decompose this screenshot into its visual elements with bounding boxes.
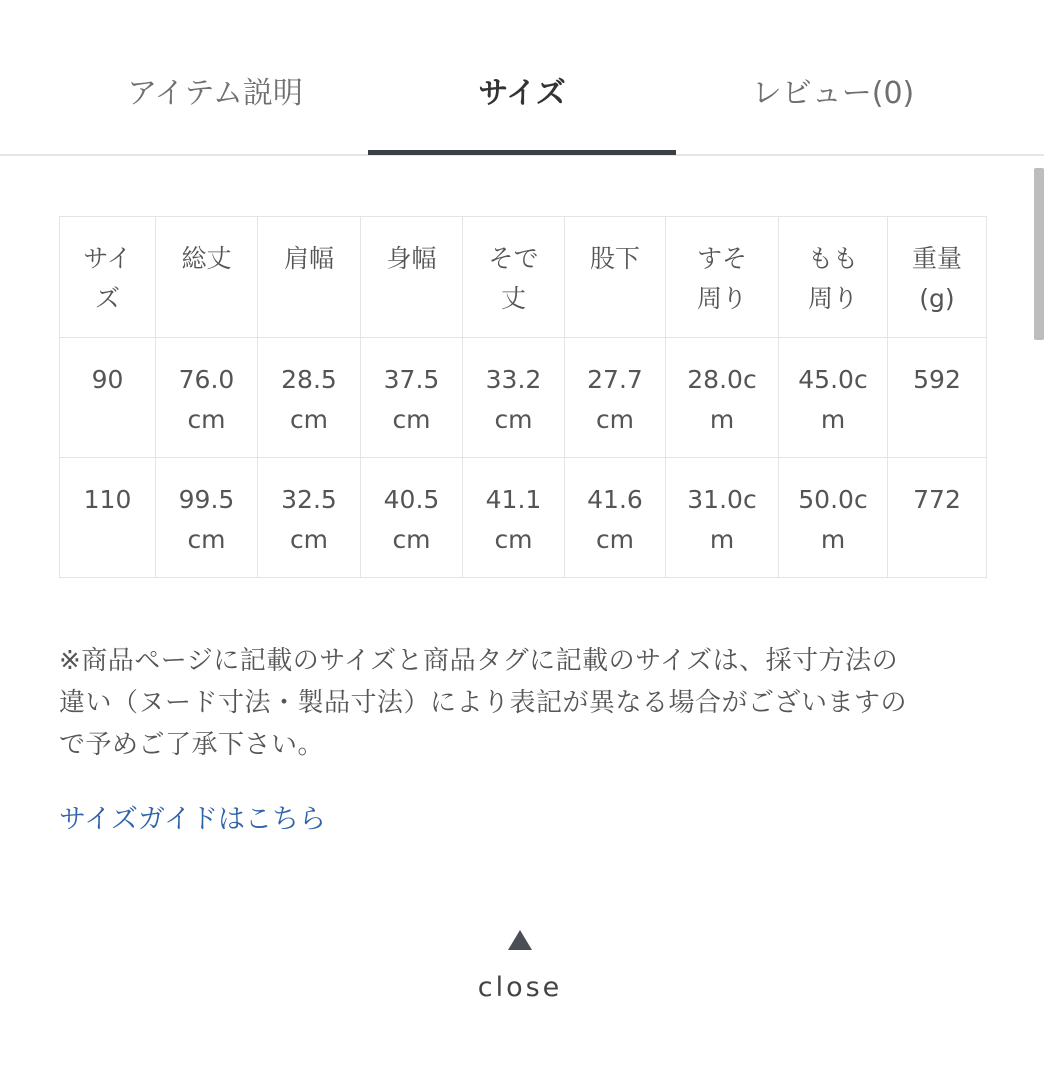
- table-cell: [156, 458, 258, 578]
- cell-line: m: [820, 405, 846, 434]
- table-cell: [361, 458, 463, 578]
- cell-line: 50.0c: [798, 485, 868, 514]
- cell-line: 99.5: [178, 485, 235, 514]
- table-row: [60, 458, 987, 578]
- table-cell: [258, 338, 361, 458]
- table-header-cell: [60, 217, 156, 338]
- header-line: 丈: [500, 284, 526, 313]
- tab-bar: [0, 0, 1044, 156]
- table-header-row: [60, 217, 987, 338]
- scrollbar-thumb[interactable]: [1034, 168, 1044, 340]
- header-line: サイ: [83, 244, 132, 273]
- table-header-cell: [463, 217, 565, 338]
- table-cell: [779, 458, 888, 578]
- table-header-cell: [565, 217, 666, 338]
- table-cell: [565, 338, 666, 458]
- header-line: 股下: [589, 244, 640, 273]
- table-header-cell: [156, 217, 258, 338]
- cell-line: cm: [494, 525, 533, 554]
- table-header-cell: [779, 217, 888, 338]
- cell-line: 41.1: [485, 485, 542, 514]
- table-cell: [463, 458, 565, 578]
- triangle-up-icon: [508, 930, 532, 950]
- cell-line: cm: [494, 405, 533, 434]
- table-header-cell: [258, 217, 361, 338]
- table-header-cell: [666, 217, 779, 338]
- table-cell: [666, 458, 779, 578]
- cell-line: 41.6: [587, 485, 643, 514]
- table-cell: [156, 338, 258, 458]
- cell-line: 32.5: [281, 485, 337, 514]
- cell-line: m: [709, 405, 735, 434]
- tab-size[interactable]: サイズ: [478, 76, 566, 111]
- close-button[interactable]: [420, 930, 620, 1003]
- notice-line: で予めご了承下さい。: [59, 730, 325, 760]
- cell-line: cm: [595, 525, 635, 554]
- cell-line: 45.0c: [798, 365, 868, 394]
- active-tab-indicator: [368, 150, 676, 155]
- cell-line: 27.7: [587, 365, 643, 394]
- cell-line: 90: [91, 365, 124, 394]
- cell-line: m: [820, 525, 846, 554]
- cell-line: 772: [913, 485, 961, 514]
- table-cell: [463, 338, 565, 458]
- header-line: そで: [488, 244, 539, 273]
- cell-line: cm: [187, 525, 226, 554]
- table-cell: [565, 458, 666, 578]
- cell-line: 37.5: [383, 365, 440, 394]
- size-notice: [59, 640, 994, 766]
- table-cell: [60, 458, 156, 578]
- header-line: 肩幅: [283, 244, 334, 273]
- cell-line: cm: [392, 525, 431, 554]
- header-line: すそ: [696, 244, 747, 273]
- cell-line: 40.5: [383, 485, 440, 514]
- table-cell: [888, 458, 987, 578]
- cell-line: 592: [913, 365, 961, 394]
- notice-line: ※商品ページに記載のサイズと商品タグに記載のサイズは、採寸方法の: [59, 646, 899, 676]
- cell-line: m: [709, 525, 735, 554]
- cell-line: cm: [595, 405, 635, 434]
- cell-line: 31.0c: [687, 485, 757, 514]
- header-line: (g): [919, 284, 955, 313]
- table-cell: [361, 338, 463, 458]
- header-line: もも: [807, 244, 858, 273]
- close-label: close: [477, 972, 563, 1003]
- cell-line: 110: [83, 485, 132, 514]
- cell-line: cm: [289, 405, 329, 434]
- cell-line: cm: [392, 405, 431, 434]
- header-line: 周り: [696, 284, 747, 313]
- table-cell: [60, 338, 156, 458]
- header-line: 重量: [911, 244, 962, 273]
- header-line: 周り: [807, 284, 858, 313]
- header-line: 総丈: [181, 244, 232, 273]
- cell-line: cm: [187, 405, 226, 434]
- table-cell: [258, 458, 361, 578]
- cell-line: 33.2: [485, 365, 542, 394]
- header-line: 身幅: [386, 244, 437, 273]
- table-cell: [888, 338, 987, 458]
- tab-reviews[interactable]: レビュー(0): [751, 76, 915, 111]
- cell-line: cm: [289, 525, 329, 554]
- cell-line: 76.0: [178, 365, 235, 394]
- notice-line: 違い（ヌード寸法・製品寸法）により表記が異なる場合がございますの: [59, 688, 908, 718]
- tab-item-description[interactable]: アイテム説明: [127, 76, 303, 111]
- size-guide-link[interactable]: サイズガイドはこちら: [59, 804, 327, 835]
- table-header-cell: [361, 217, 463, 338]
- size-table: [59, 216, 987, 578]
- table-cell: [666, 338, 779, 458]
- table-header-cell: [888, 217, 987, 338]
- header-line: ズ: [94, 284, 120, 313]
- table-row: [60, 338, 987, 458]
- cell-line: 28.5: [281, 365, 337, 394]
- cell-line: 28.0c: [687, 365, 757, 394]
- table-cell: [779, 338, 888, 458]
